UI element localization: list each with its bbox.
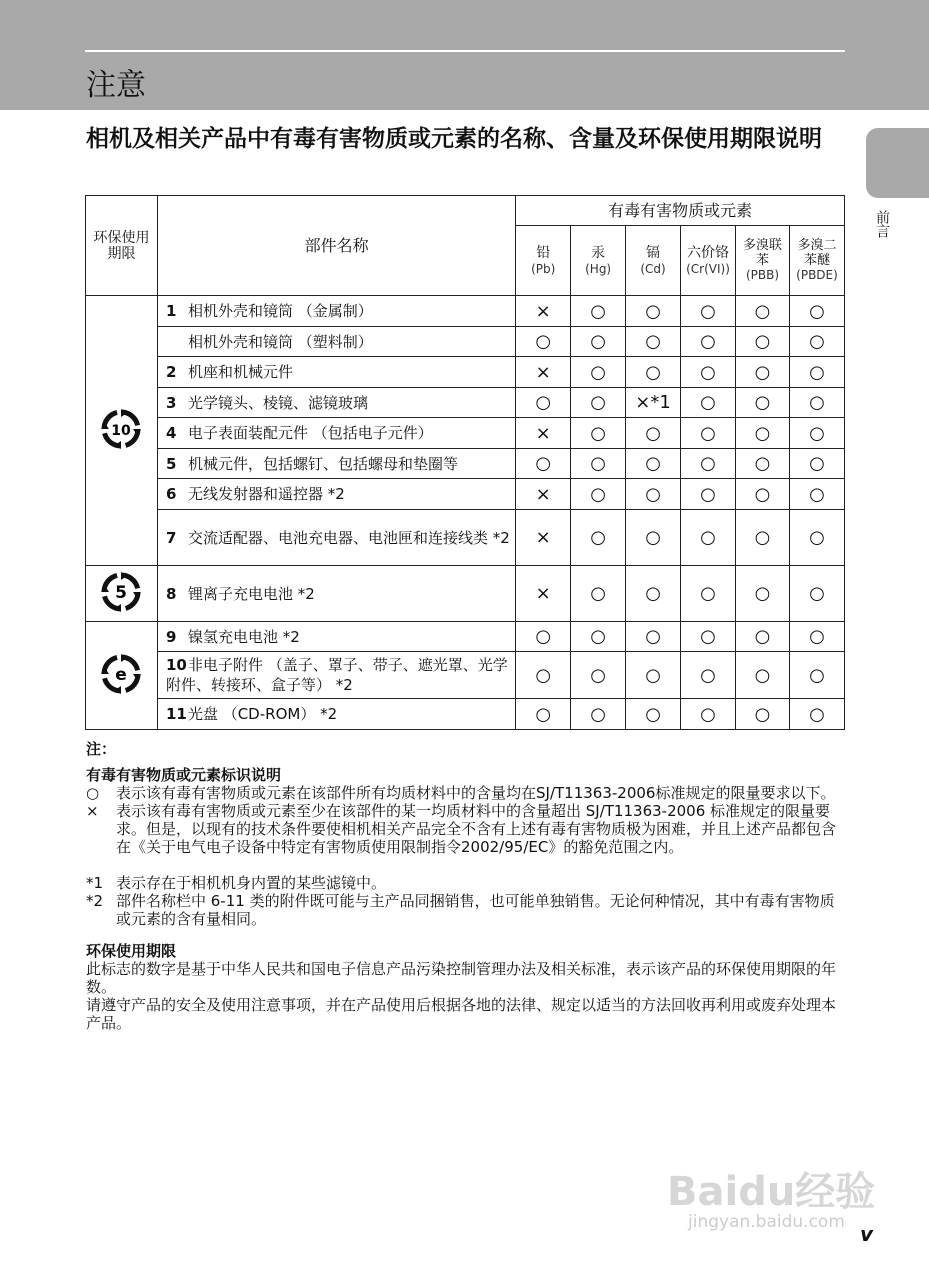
part-name: 镍氢充电电池 *2 [187, 627, 300, 646]
part-name-cell [157, 388, 515, 418]
substance-mark: ○ [681, 418, 736, 449]
substance-mark: ○ [571, 699, 626, 730]
table-row [86, 652, 845, 699]
section-tab [866, 128, 929, 198]
table-row [86, 327, 845, 357]
substance-mark: × [516, 566, 571, 622]
substance-mark: ○ [626, 510, 681, 566]
eco-period-icon [99, 652, 143, 696]
substance-mark: ○ [681, 566, 736, 622]
substance-mark: ×*1 [626, 388, 681, 418]
part-name: 机械元件，包括螺钉、包括螺母和垫圈等 [187, 454, 458, 473]
table-row [86, 622, 845, 652]
substance-mark: ○ [681, 652, 736, 699]
substance-mark: ○ [571, 652, 626, 699]
substance-header [681, 226, 736, 296]
substance-mark: ○ [789, 699, 844, 730]
substance-mark: ○ [681, 699, 736, 730]
period-cell [86, 296, 158, 566]
substance-mark: ○ [681, 327, 736, 357]
substance-name: 铅 [536, 244, 551, 261]
part-name: 非电子附件 （盖子、罩子、带子、遮光罩、光学附件、转接环、盒子等） *2 [165, 656, 508, 694]
substance-mark: ○ [626, 566, 681, 622]
note-text: 表示该有毒有害物质或元素至少在该部件的某一均质材料中的含量超出 SJ/T11363-2006 标准规定的限量要求。但是，以现有的技术条件要使相机相关产品完全不含有上述有毒有害物质极为困难，并且上述产品都包含在《关于电气电子设备中特定有害物质使用限制指令2002/95/EC》的豁免范围之内。 [116, 802, 837, 856]
substance-mark: ○ [626, 699, 681, 730]
section-tab-label: 前言 [874, 210, 890, 238]
part-name-cell [157, 652, 515, 699]
part-name: 相机外壳和镜筒 （金属制） [187, 302, 373, 320]
page-header-title: 注意 [86, 68, 146, 103]
substance-symbol: (PBB) [745, 268, 780, 282]
note-symbol: *1 [86, 874, 104, 892]
table-row [86, 449, 845, 479]
period-cell [86, 622, 158, 730]
part-name-cell [157, 699, 515, 730]
part-name: 相机外壳和镜筒 （塑料制） [187, 332, 373, 351]
substance-mark: ○ [736, 449, 790, 479]
part-number: 3 [165, 393, 177, 412]
table-row [86, 418, 845, 449]
part-number: 4 [165, 424, 177, 442]
part-number: 1 [165, 302, 177, 320]
part-name-cell [157, 327, 515, 357]
part-name-cell [157, 357, 515, 388]
substance-mark: ○ [516, 652, 571, 699]
substance-mark: ○ [789, 622, 844, 652]
substance-mark: ○ [626, 449, 681, 479]
part-name-cell [157, 479, 515, 510]
period-text-2: 请遵守产品的安全及使用注意事项，并在产品使用后根据各地的法律、规定以适当的方法回收再利用或废弃处理本产品。 [86, 996, 837, 1032]
substance-mark: ○ [626, 622, 681, 652]
substance-mark: ○ [681, 449, 736, 479]
note-item [86, 784, 846, 802]
substance-header [516, 226, 571, 296]
substance-mark: ○ [789, 327, 844, 357]
period-text-1: 此标志的数字是基于中华人民共和国电子信息产品污染控制管理办法及相关标准，表示该产品的环保使用期限的年数。 [86, 960, 837, 996]
part-number: 11 [165, 705, 187, 723]
substance-mark: ○ [736, 418, 790, 449]
substance-mark: ○ [571, 296, 626, 327]
part-name-cell [157, 510, 515, 566]
part-name: 机座和机械元件 [187, 363, 293, 381]
substance-mark: ○ [571, 388, 626, 418]
part-number: 9 [165, 627, 177, 646]
substance-symbol: (Cd) [640, 261, 666, 276]
svg-text:5: 5 [115, 582, 128, 603]
period-header: 环保使用期限 [86, 196, 158, 296]
substance-mark: ○ [516, 327, 571, 357]
part-number: 7 [165, 528, 177, 547]
substance-mark: ○ [626, 357, 681, 388]
header-divider [85, 50, 845, 52]
substance-mark: ○ [736, 652, 790, 699]
substance-mark: ○ [626, 652, 681, 699]
substance-mark: ○ [626, 327, 681, 357]
substance-mark: ○ [736, 327, 790, 357]
substance-mark: ○ [736, 622, 790, 652]
part-number: 2 [165, 363, 177, 381]
eco-period-icon [99, 407, 143, 451]
substance-mark: ○ [789, 449, 844, 479]
svg-text:e: e [115, 664, 128, 685]
substance-mark: ○ [789, 652, 844, 699]
table-row [86, 479, 845, 510]
substance-mark: ○ [789, 388, 844, 418]
substance-symbol: (Hg) [585, 261, 612, 276]
note-symbol: × [86, 802, 99, 820]
watermark-url: jingyan.baidu.com [688, 1212, 845, 1232]
part-name-cell [157, 296, 515, 327]
substance-mark: ○ [789, 418, 844, 449]
substance-mark: × [516, 296, 571, 327]
substance-symbol: (Cr(VI)) [686, 261, 730, 276]
document-title: 相机及相关产品中有毒有害物质或元素的名称、含量及环保使用期限说明 [86, 126, 822, 152]
substance-mark: × [516, 357, 571, 388]
substance-name: 汞 [591, 244, 606, 261]
substance-mark: × [516, 479, 571, 510]
substance-mark: ○ [571, 449, 626, 479]
part-name-cell [157, 449, 515, 479]
substance-mark: ○ [571, 418, 626, 449]
table-row [86, 699, 845, 730]
substance-mark: ○ [736, 479, 790, 510]
part-name: 光盘 （CD-ROM） *2 [187, 705, 338, 723]
part-name: 无线发射器和遥控器 *2 [187, 485, 345, 503]
note-item [86, 802, 846, 856]
part-name-cell [157, 622, 515, 652]
substance-group-header: 有毒有害物质或元素 [516, 196, 845, 226]
substance-mark: ○ [736, 566, 790, 622]
substance-symbol: (Pb) [531, 261, 556, 276]
substance-mark: ○ [626, 418, 681, 449]
substance-name: 六价铬 [687, 244, 730, 261]
note-item [86, 892, 846, 928]
substance-mark: ○ [789, 566, 844, 622]
substance-mark: ○ [626, 296, 681, 327]
substance-mark: ○ [736, 699, 790, 730]
substance-mark: ○ [736, 357, 790, 388]
substance-mark: ○ [681, 388, 736, 418]
substance-header [736, 226, 790, 296]
substance-mark: ○ [516, 388, 571, 418]
substance-mark: ○ [681, 622, 736, 652]
eco-period-icon [99, 570, 143, 614]
substance-symbol: (PBDE) [796, 268, 838, 282]
period-title: 环保使用期限 [86, 942, 177, 960]
table-row [86, 510, 845, 566]
header-band [0, 0, 929, 110]
part-number: 5 [165, 454, 177, 473]
note-symbol: *2 [86, 892, 104, 910]
substance-header [571, 226, 626, 296]
table-row [86, 388, 845, 418]
substance-mark: ○ [571, 622, 626, 652]
note-text: 表示该有毒有害物质或元素在该部件所有均质材料中的含量均在SJ/T11363-2006标准规定的限量要求以下。 [116, 784, 836, 802]
table-row [86, 566, 845, 622]
substance-mark: ○ [736, 510, 790, 566]
substance-mark: ○ [516, 699, 571, 730]
substance-mark: ○ [571, 510, 626, 566]
substance-mark: ○ [681, 510, 736, 566]
legend-title: 有毒有害物质或元素标识说明 [86, 766, 282, 784]
substance-header [626, 226, 681, 296]
substance-mark: ○ [516, 622, 571, 652]
substance-mark: ○ [571, 357, 626, 388]
substance-mark: ○ [626, 479, 681, 510]
part-name: 锂离子充电电池 *2 [187, 584, 315, 603]
notes-label: 注： [86, 740, 117, 758]
substance-name: 镉 [646, 244, 661, 261]
note-item [86, 874, 846, 892]
table-row [86, 296, 845, 327]
substance-mark: ○ [789, 479, 844, 510]
substance-mark: ○ [516, 449, 571, 479]
svg-text:10: 10 [111, 422, 132, 439]
substance-mark: ○ [681, 296, 736, 327]
substance-mark: × [516, 418, 571, 449]
substance-mark: ○ [571, 566, 626, 622]
substance-name: 多溴二苯醚 [797, 238, 837, 268]
substance-mark: ○ [681, 357, 736, 388]
notes-section [86, 740, 846, 1032]
substance-mark: ○ [736, 296, 790, 327]
note-text: 表示存在于相机机身内置的某些滤镜中。 [116, 874, 387, 892]
substance-mark: ○ [571, 327, 626, 357]
part-header: 部件名称 [157, 196, 515, 296]
part-name: 电子表面装配元件 （包括电子元件） [187, 424, 433, 442]
substance-mark: ○ [789, 296, 844, 327]
substance-mark: ○ [681, 479, 736, 510]
page-number: v [860, 1222, 874, 1246]
part-name: 交流适配器、电池充电器、电池匣和连接线类 *2 [187, 528, 510, 547]
substance-mark: ○ [736, 388, 790, 418]
substance-mark: ○ [789, 510, 844, 566]
period-cell [86, 566, 158, 622]
substance-name: 多溴联苯 [742, 238, 782, 268]
part-name: 光学镜头、棱镜、滤镜玻璃 [187, 393, 368, 412]
part-number: 10 [165, 656, 187, 674]
substance-mark: × [516, 510, 571, 566]
part-name-cell [157, 566, 515, 622]
table-row [86, 357, 845, 388]
part-number: 8 [165, 584, 177, 603]
hazardous-substances-table [85, 195, 845, 730]
watermark-logo: Baidu经验 [667, 1169, 876, 1215]
part-name-cell [157, 418, 515, 449]
substance-header [789, 226, 844, 296]
substance-mark: ○ [789, 357, 844, 388]
substance-mark: ○ [571, 479, 626, 510]
note-symbol: ○ [86, 784, 100, 802]
part-number: 6 [165, 485, 177, 503]
note-text: 部件名称栏中 6-11 类的附件既可能与主产品同捆销售，也可能单独销售。无论何种情况，其中有毒有害物质或元素的含有量相同。 [116, 892, 835, 928]
